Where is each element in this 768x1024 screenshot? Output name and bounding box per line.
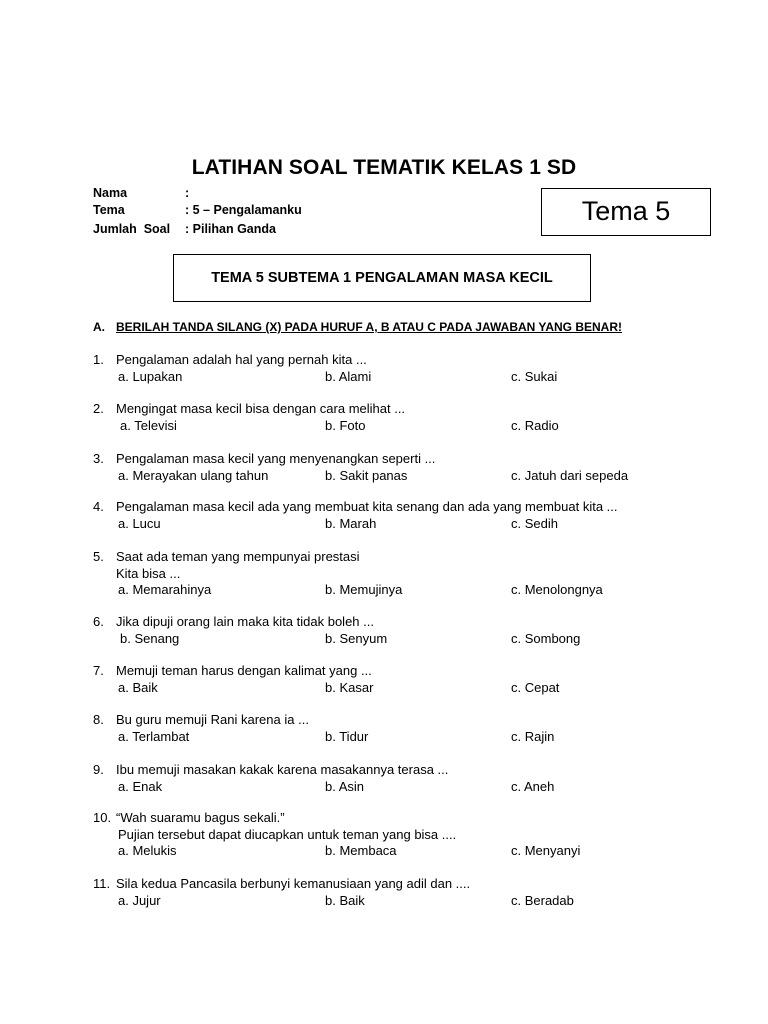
answer-option[interactable]: c. Cepat [511,679,560,695]
answer-option[interactable]: c. Aneh [511,778,555,794]
question-text: Pengalaman masa kecil ada yang membuat kita senang dan ada yang membuat kita ... [116,499,618,514]
question-number: 10. [93,810,112,825]
info-value: : 5 – Pengalamanku [185,203,302,217]
answer-option[interactable]: c. Sombong [511,630,581,646]
answer-option[interactable]: a. Televisi [120,417,177,433]
question-number: 9. [93,762,104,777]
answer-option[interactable]: b. Foto [325,417,366,433]
answer-option[interactable]: a. Lucu [118,515,161,531]
answer-option[interactable]: b. Kasar [325,679,374,695]
answer-option[interactable]: a. Terlambat [118,728,190,744]
answer-option[interactable]: b. Sakit panas [325,467,408,483]
answer-option[interactable]: b. Baik [325,892,365,908]
info-label: Tema [93,203,125,217]
answer-option[interactable]: a. Merayakan ulang tahun [118,467,269,483]
question-text: Saat ada teman yang mempunyai prestasi [116,549,360,564]
question-text: Jika dipuji orang lain maka kita tidak boleh ... [116,614,374,629]
answer-option[interactable]: c. Sukai [511,368,558,384]
answer-option[interactable]: a. Lupakan [118,368,183,384]
page-title: LATIHAN SOAL TEMATIK KELAS 1 SD [191,156,577,179]
question-text: Pujian tersebut dapat diucapkan untuk teman yang bisa .... [118,826,457,842]
instruction-text: BERILAH TANDA SILANG (X) PADA HURUF A, B ATAU C PADA JAWABAN YANG BENAR! [116,320,622,334]
answer-option[interactable]: b. Memujinya [325,582,403,597]
subtema-heading: TEMA 5 SUBTEMA 1 PENGALAMAN MASA KECIL [173,254,591,302]
answer-option[interactable]: a. Jujur [118,892,161,908]
answer-option[interactable]: c. Beradab [511,892,574,908]
answer-option[interactable]: c. Menyanyi [511,843,581,858]
question-number: 6. [93,614,104,629]
question-number: 8. [93,712,104,727]
answer-option[interactable]: b. Tidur [325,728,369,744]
info-value: : [185,186,190,200]
answer-option[interactable]: a. Enak [118,778,163,794]
question-number: 4. [93,499,104,514]
question-text: Pengalaman adalah hal yang pernah kita ... [116,352,367,367]
question-number: 11. [93,876,111,891]
question-text: “Wah suaramu bagus sekali.” [116,810,285,825]
answer-option[interactable]: b. Alami [325,368,372,384]
question-number: 1. [93,352,104,367]
instruction-number: A. [93,320,105,334]
answer-option[interactable]: b. Senyum [325,630,388,646]
question-number: 3. [93,451,104,466]
answer-option[interactable]: c. Menolongnya [511,582,603,597]
answer-option[interactable]: a. Melukis [118,843,177,858]
question-text: Mengingat masa kecil bisa dengan cara melihat ... [116,401,406,416]
info-label: Nama [93,186,128,200]
tema-box: Tema 5 [541,188,711,236]
answer-option[interactable]: a. Memarahinya [118,582,212,597]
answer-option[interactable]: b. Senang [120,630,180,646]
answer-option[interactable]: b. Membaca [325,843,397,858]
question-text: Sila kedua Pancasila berbunyi kemanusiaan yang adil dan .... [116,876,471,891]
question-text: Kita bisa ... [116,565,181,581]
answer-option[interactable]: a. Baik [118,679,158,695]
question-number: 2. [93,401,104,416]
question-text: Ibu memuji masakan kakak karena masakannya terasa ... [116,762,449,777]
info-value: : Pilihan Ganda [185,222,276,236]
answer-option[interactable]: b. Asin [325,778,365,794]
question-number: 5. [93,549,104,564]
info-label: Jumlah Soal [93,222,171,236]
answer-option[interactable]: c. Radio [511,417,559,433]
question-text: Bu guru memuji Rani karena ia ... [116,712,309,727]
question-number: 7. [93,663,104,678]
question-text: Memuji teman harus dengan kalimat yang ... [116,663,372,678]
question-text: Pengalaman masa kecil yang menyenangkan seperti ... [116,451,436,466]
answer-option[interactable]: c. Rajin [511,728,555,744]
answer-option[interactable]: b. Marah [325,515,377,531]
answer-option[interactable]: c. Jatuh dari sepeda [511,467,629,483]
answer-option[interactable]: c. Sedih [511,515,558,531]
